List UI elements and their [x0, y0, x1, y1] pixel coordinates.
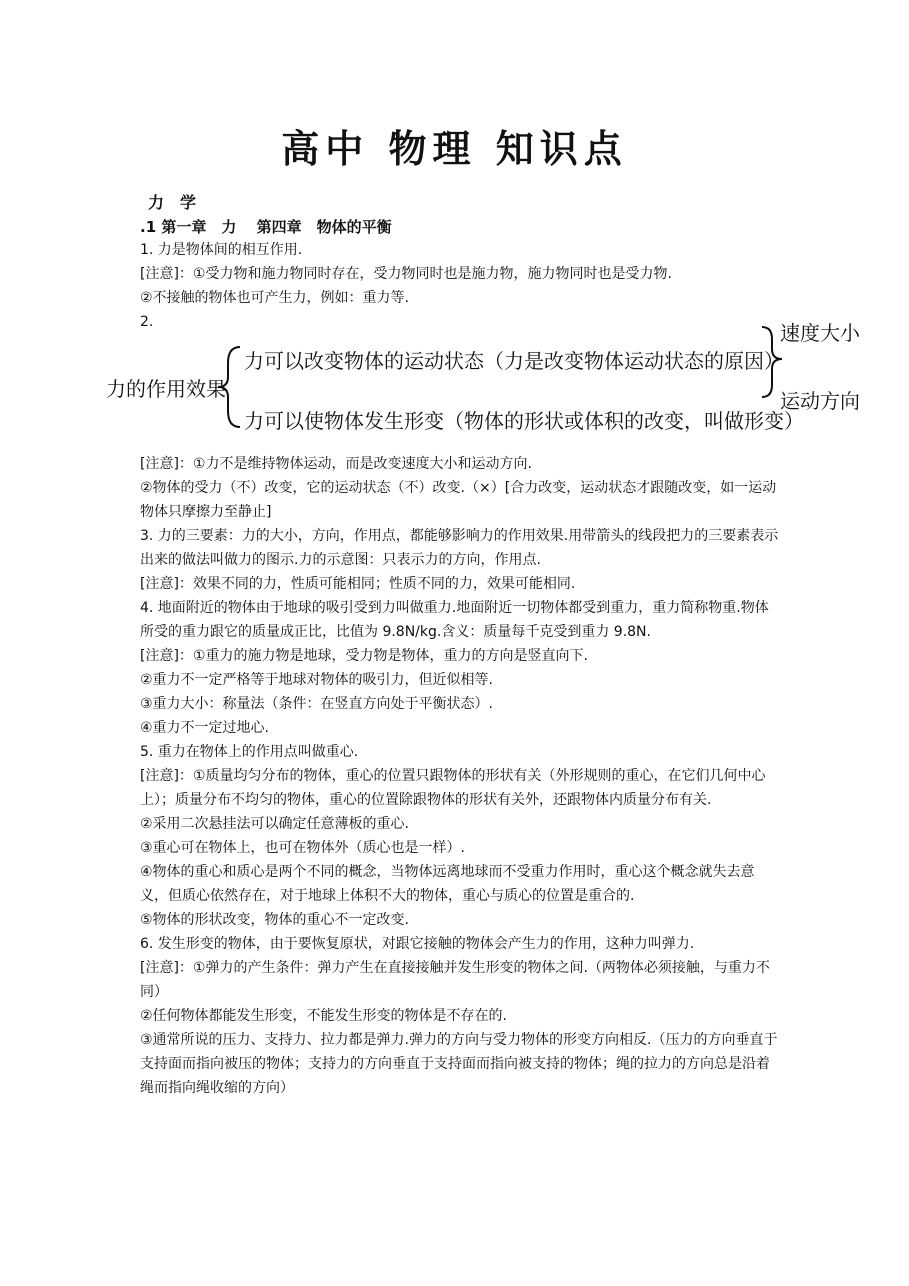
paragraph: [注意]：效果不同的力，性质可能相同；性质不同的力，效果可能相同. [140, 576, 576, 592]
section-heading: 力 学 [148, 193, 197, 212]
paragraph: [注意]：①弹力的产生条件：弹力产生在直接接触并发生形变的物体之间.（两物体必须接触，与重力不同） [140, 960, 770, 1000]
paragraph: 6. 发生形变的物体，由于要恢复原状，对跟它接触的物体会产生力的作用，这种力叫弹力. [140, 936, 695, 952]
paragraph: ③重力大小：称量法（条件：在竖直方向处于平衡状态）. [140, 696, 493, 712]
paragraph: 5. 重力在物体上的作用点叫做重心. [140, 744, 359, 760]
paragraph: ③通常所说的压力、支持力、拉力都是弹力.弹力的方向与受力物体的形变方向相反.（压力的方向垂直于支持面而指向被压的物体；支持力的方向垂直于支持面而指向被支持的物体；绳的拉力的方向总是沿着绳而指向绳收缩的方向） [140, 1032, 778, 1096]
diagram-sub-1: 速度大小 [780, 321, 860, 345]
chapter-heading: .1 第一章 力 第四章 物体的平衡 [140, 218, 392, 236]
paragraph: ②不接触的物体也可产生力，例如：重力等. [140, 290, 409, 306]
diagram-branch-2: 力可以使物体发生形变（物体的形状或体积的改变，叫做形变） [244, 409, 804, 433]
paragraph: 3. 力的三要素：力的大小，方向，作用点，都能够影响力的作用效果.用带箭头的线段把力的三要素表示出来的做法叫做力的图示.力的示意图：只表示力的方向，作用点. [140, 528, 779, 568]
paragraph: 4. 地面附近的物体由于地球的吸引受到力叫做重力.地面附近一切物体都受到重力，重力简称物重.物体所受的重力跟它的质量成正比，比值为 9.8N/kg.含义：质量每千克受到重力 9.8N. [140, 600, 769, 640]
paragraph: ③重心可在物体上，也可在物体外（质心也是一样）. [140, 840, 465, 856]
paragraph: ⑤物体的形状改变，物体的重心不一定改变. [140, 912, 409, 928]
diagram-root: 力的作用效果 [106, 377, 226, 401]
paragraph: 1. 力是物体间的相互作用. [140, 242, 303, 258]
diagram-sub-2: 运动方向 [780, 389, 860, 413]
paragraph: [注意]：①受力物和施力物同时存在，受力物同时也是施力物，施力物同时也是受力物. [140, 266, 672, 282]
body-bottom [140, 452, 780, 1100]
paragraph: [注意]：①重力的施力物是地球，受力物是物体，重力的方向是竖直向下. [140, 648, 588, 664]
paragraph: ②任何物体都能发生形变，不能发生形变的物体是不存在的. [140, 1008, 507, 1024]
diagram-branch-1: 力可以改变物体的运动状态（力是改变物体运动状态的原因） [244, 349, 784, 373]
paragraph: [注意]：①力不是维持物体运动，而是改变速度大小和运动方向. [140, 456, 532, 472]
paragraph: ④物体的重心和质心是两个不同的概念，当物体远离地球而不受重力作用时，重心这个概念就失去意义，但质心依然存在，对于地球上体积不大的物体，重心与质心的位置是重合的. [140, 864, 755, 904]
page-title: 高中 物理 知识点 [281, 126, 628, 171]
paragraph: ②物体的受力（不）改变，它的运动状态（不）改变.（×）[合力改变，运动状态才跟随改变，如一运动物体只摩擦力至静止] [140, 480, 777, 520]
paragraph: [注意]：①质量均匀分布的物体，重心的位置只跟物体的形状有关（外形规则的重心，在它们几何中心上）；质量分布不均匀的物体，重心的位置除跟物体的形状有关外，还跟物体内质量分布有关. [140, 768, 766, 808]
paragraph: ②重力不一定严格等于地球对物体的吸引力，但近似相等. [140, 672, 493, 688]
paragraph: ④重力不一定过地心. [140, 720, 270, 736]
force-effect-diagram [100, 315, 900, 445]
paragraph: ②采用二次悬挂法可以确定任意薄板的重心. [140, 816, 409, 832]
paragraph: 2. [140, 314, 154, 330]
